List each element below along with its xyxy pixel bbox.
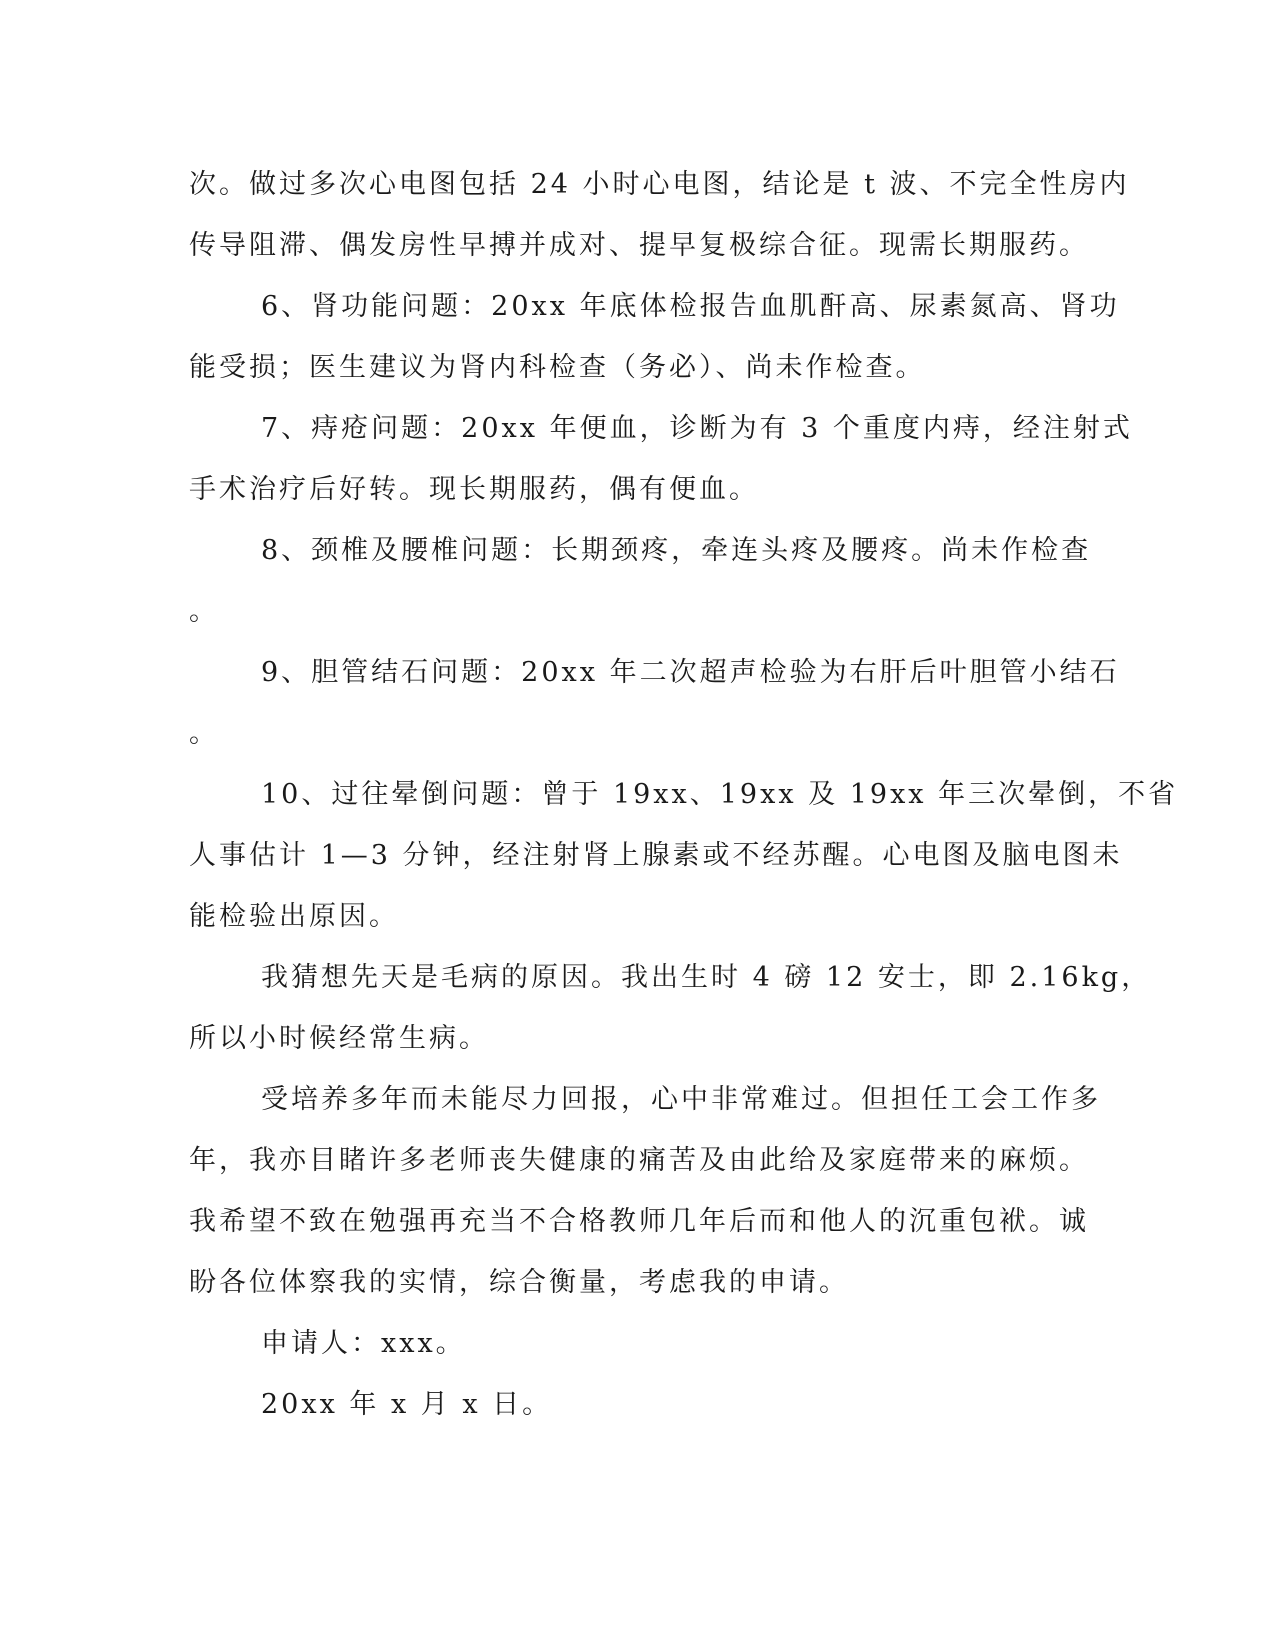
text-line: 次。做过多次心电图包括 24 小时心电图，结论是 t 波、不完全性房内 — [189, 169, 1130, 200]
text-line: 能受损；医生建议为肾内科检查（务必）、尚未作检查。 — [189, 352, 926, 383]
text-line: 手术治疗后好转。现长期服药，偶有便血。 — [189, 474, 759, 505]
text-line: 10、过往晕倒问题：曾于 19xx、19xx 及 19xx 年三次晕倒，不省 — [261, 779, 1179, 810]
text-line: 。 — [189, 718, 219, 749]
document-body — [189, 154, 1179, 1435]
text-line: 受培养多年而未能尽力回报，心中非常难过。但担任工会工作多 — [261, 1084, 1101, 1115]
text-line: 所以小时候经常生病。 — [189, 1023, 489, 1054]
text-line: 盼各位体察我的实情，综合衡量，考虑我的申请。 — [189, 1267, 849, 1298]
text-line: 。 — [189, 596, 219, 627]
text-line: 传导阻滞、偶发房性早搏并成对、提早复极综合征。现需长期服药。 — [189, 230, 1089, 261]
text-line: 20xx 年 x 月 x 日。 — [261, 1389, 553, 1420]
text-line: 年，我亦目睹许多老师丧失健康的痛苦及由此给及家庭带来的麻烦。 — [189, 1145, 1089, 1176]
text-line: 申请人：xxx。 — [261, 1328, 466, 1359]
text-line: 我希望不致在勉强再充当不合格教师几年后而和他人的沉重包袱。诚 — [189, 1206, 1089, 1237]
text-line: 人事估计 1—3 分钟，经注射肾上腺素或不经苏醒。心电图及脑电图未 — [189, 840, 1123, 871]
text-line: 我猜想先天是毛病的原因。我出生时 4 磅 12 安士，即 2.16kg， — [261, 962, 1152, 993]
text-line: 7、痔疮问题：20xx 年便血，诊断为有 3 个重度内痔，经注射式 — [261, 413, 1133, 444]
text-line: 能检验出原因。 — [189, 901, 399, 932]
text-line: 8、颈椎及腰椎问题：长期颈疼，牵连头疼及腰疼。尚未作检查 — [261, 535, 1092, 566]
text-line: 9、胆管结石问题：20xx 年二次超声检验为右肝后叶胆管小结石 — [261, 657, 1120, 688]
text-line: 6、肾功能问题：20xx 年底体检报告血肌酐高、尿素氮高、肾功 — [261, 291, 1120, 322]
